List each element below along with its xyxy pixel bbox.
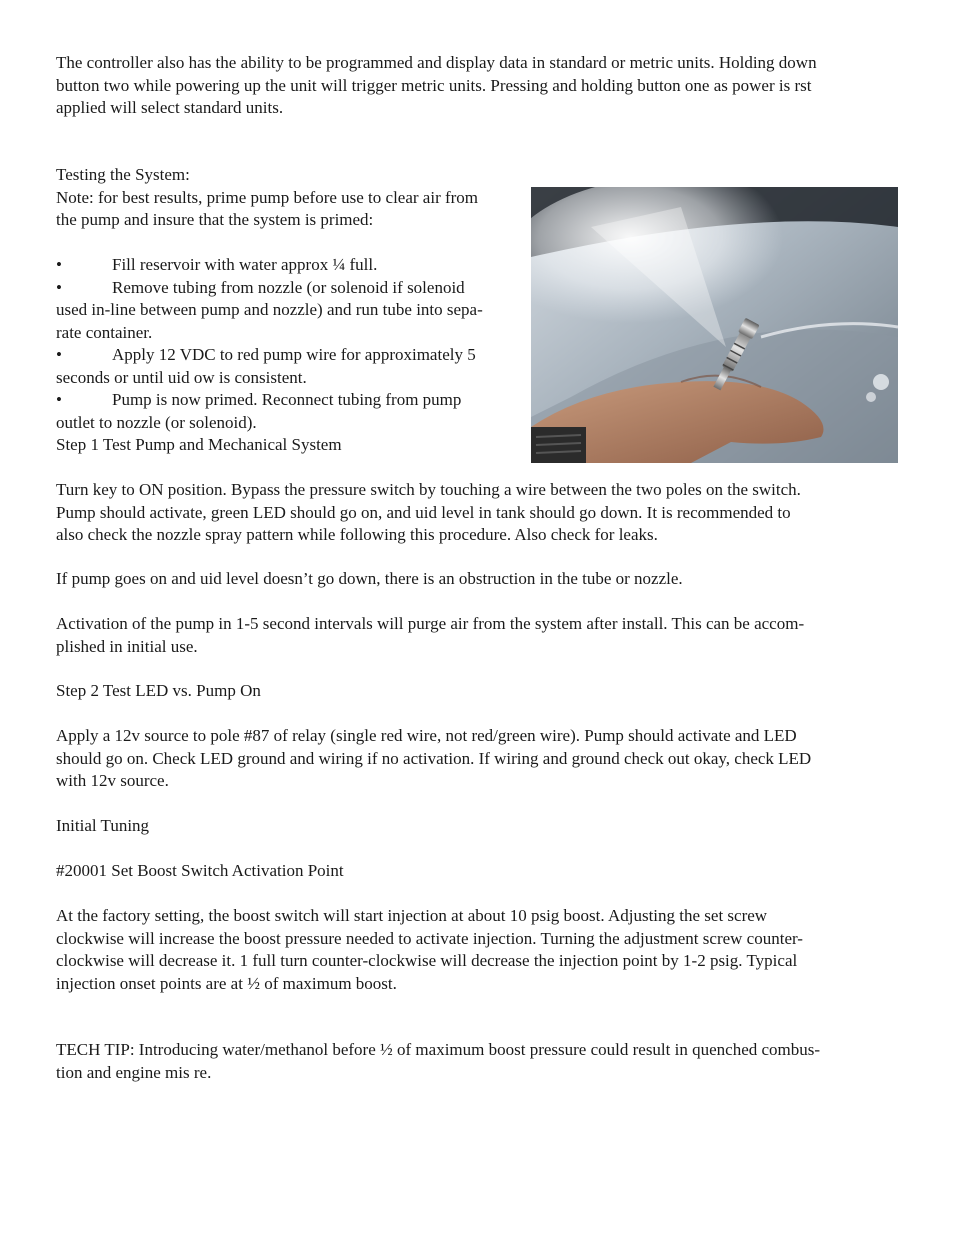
water-droplet — [873, 374, 889, 390]
bullet-symbol: • — [56, 255, 62, 274]
boost-switch-heading: #20001 Set Boost Switch Activation Point — [56, 861, 344, 880]
testing-section — [56, 164, 526, 457]
bullet-symbol: • — [56, 390, 62, 409]
bullet-continuation: outlet to nozzle (or solenoid). — [56, 412, 257, 432]
tech-tip: TECH TIP: Introducing water/methanol before ½ of maximum boost pressure could result in quenched combus- tion and engine mis re. — [56, 1040, 821, 1082]
step1-heading: Step 1 Test Pump and Mechanical System — [56, 435, 342, 454]
bullet-continuation: seconds or until uid ow is consistent. — [56, 367, 307, 387]
testing-heading: Testing the System: — [56, 165, 190, 184]
bullet-item: • Pump is now primed. Reconnect tubing from pump — [56, 389, 526, 412]
bullet-symbol: • — [56, 345, 62, 364]
bullet-item: • Remove tubing from nozzle (or solenoid if solenoid — [56, 277, 526, 300]
note-line: Note: for best results, prime pump before use to clear air from — [56, 187, 479, 207]
bullet-continuation: rate container. — [56, 322, 153, 342]
obstruction-paragraph: If pump goes on and uid level doesn’t go down, there is an obstruction in the tube or nozzle. — [56, 569, 683, 588]
boost-switch-body: At the factory setting, the boost switch will start injection at about 10 psig boost. Adjusting the set screw clockwise will increase the boost pressure needed to activate injection. Turning the adjustment screw counter- clockwise will decrease it. 1 full turn counter-clockwise will decrease the injection point by 1-2 psig. Typical injection onset points are at ½ of maximum boost. — [56, 906, 803, 993]
intro-paragraph: The controller also has the ability to be programmed and display data in standard or metric units. Holding down button two while powering up the unit will trigger metric units. Pressing and holding button one as power is rst applied will select standard units. — [56, 53, 817, 117]
step1-body: Turn key to ON position. Bypass the pressure switch by touching a wire between the two poles on the switch. Pump should activate, green LED should go on, and uid level in tank should go down. It is recommended to also check the nozzle spray pattern while following this procedure. Also check for leaks. — [56, 480, 801, 544]
nozzle-spray-illustration — [531, 187, 898, 463]
bullet-continuation: used in-line between pump and nozzle) and run tube into sepa- — [56, 300, 483, 319]
activation-paragraph: Activation of the pump in 1-5 second intervals will purge air from the system after install. This can be accom- plished in initial use. — [56, 614, 805, 656]
initial-tuning-heading: Initial Tuning — [56, 816, 150, 835]
note-line: the pump and insure that the system is primed: — [56, 210, 374, 229]
bullet-symbol: • — [56, 277, 62, 297]
nozzle-spray-photo — [531, 187, 898, 463]
bullet-item: • Fill reservoir with water approx ¼ full. — [56, 254, 526, 277]
step2-body: Apply a 12v source to pole #87 of relay (single red wire, not red/green wire). Pump should activate and LED should go on. Check LED ground and wiring if no activation. If wiring and ground check out okay, check LED with 12v source. — [56, 726, 812, 790]
step2-heading: Step 2 Test LED vs. Pump On — [56, 681, 261, 700]
bullet-item: • Apply 12 VDC to red pump wire for approximately 5 — [56, 344, 526, 367]
